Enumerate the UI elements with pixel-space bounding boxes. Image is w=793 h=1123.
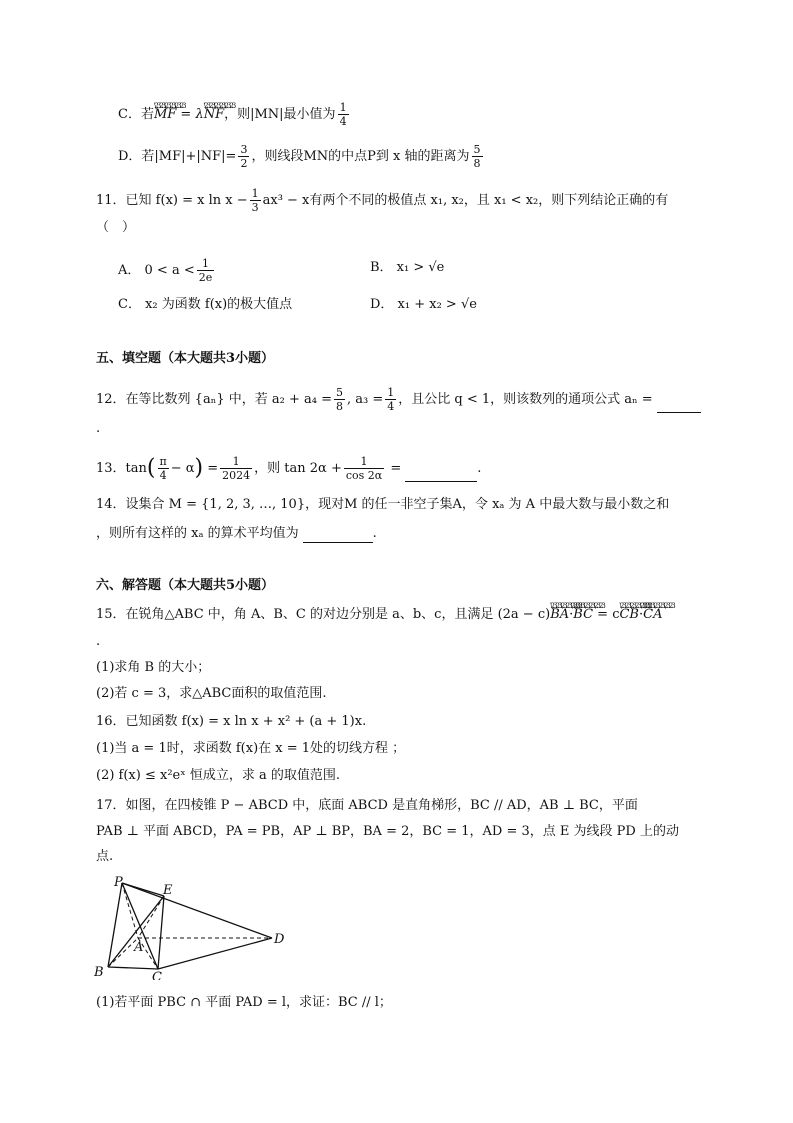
q11-option-a: A． 0 < a < $\frac{1}{2e}$ bbox=[118, 257, 213, 284]
fraction: $\frac{\pi}{4}$ bbox=[159, 455, 167, 482]
q11-option-d: D． x₁ + x₂ > √e bbox=[370, 297, 477, 312]
q15-stem: 15．在锐角△ABC 中，角 A、B、C 的对边分别是 a、b、c，且满足 (2a − c)⌣⌣⌣ BA·⌣⌣⌣ BC = c⌣⌣⌣ CB·⌣⌣⌣ CA bbox=[96, 606, 662, 624]
q16-stem: 16．已知函数 f(x) = x ln x + x² + (a + 1)x. bbox=[96, 714, 367, 729]
label-d: D bbox=[274, 932, 285, 947]
q17-part-1: (1)若平面 PBC ∩ 平面 PAD = l，求证：BC // l； bbox=[96, 995, 392, 1010]
q12-dot: . bbox=[96, 421, 101, 436]
q13-stem: 13．tan( $\frac{\pi}{4}$ − α) = $\frac{1}{2024}$ ，则 tan 2α + $\frac{1}{\cos 2\alpha}$ = . bbox=[96, 455, 482, 482]
q14-line-1: 14．设集合 M = {1, 2, 3, …, 10}，现对M 的任一非空子集A，令 xₐ 为 A 中最大数与最小数之和 bbox=[96, 497, 670, 512]
label-c: C bbox=[152, 970, 162, 980]
fraction: $\frac{3}{2}$ bbox=[240, 143, 248, 170]
section-title-fill-in: 五、填空题（本大题共3小题） bbox=[96, 351, 275, 366]
q17-line-2: PAB ⊥ 平面 ABCD，PA = PB，AP ⊥ BP，BA = 2，BC = 1，AD = 3，点 E 为线段 PD 上的动 bbox=[96, 824, 679, 839]
q16-part-1: (1)当 a = 1时，求函数 f(x)在 x = 1处的切线方程 ； bbox=[96, 741, 406, 756]
label-e: E bbox=[163, 883, 173, 898]
q14-line-2: ，则所有这样的 xₐ 的算术平均值为 . bbox=[96, 526, 377, 541]
q11-option-c: C． x₂ 为函数 f(x)的极大值点 bbox=[118, 297, 293, 312]
answer-blank[interactable] bbox=[303, 530, 373, 543]
fraction: $\frac{1}{2e}$ bbox=[198, 257, 213, 284]
q16-part-2: (2) f(x) ≤ x²eˣ 恒成立，求 a 的取值范围. bbox=[96, 768, 341, 783]
q12-stem: 12．在等比数列 {aₙ} 中，若 a₂ + a₄ = $\frac{5}{8}$ , a₃ = $\frac{1}{4}$ ，且公比 q < 1，则该数列的通项公式 aₙ = bbox=[96, 386, 701, 413]
q15-period: . bbox=[96, 634, 101, 649]
fraction: $\frac{1}{4}$ bbox=[339, 101, 347, 128]
fraction: $\frac{5}{8}$ bbox=[335, 386, 343, 413]
fraction: $\frac{1}{\cos 2\alpha}$ bbox=[345, 455, 383, 482]
answer-blank[interactable] bbox=[657, 400, 701, 413]
label-p: P bbox=[114, 875, 123, 890]
vector-mf: ⌣⌣⌣ MF bbox=[154, 106, 176, 124]
q11-option-b: B． x₁ > √e bbox=[370, 260, 445, 275]
q15-part-2: (2)若 c = 3，求△ABC面积的取值范围. bbox=[96, 686, 327, 701]
q11-paren: （ ） bbox=[96, 220, 136, 235]
q17-line-3: 点. bbox=[96, 849, 114, 864]
q10-option-d: D．若|MF|+|NF|= $\frac{3}{2}$ ，则线段MN的中点P到 x 轴的距离为 $\frac{5}{8}$ bbox=[118, 143, 481, 170]
answer-blank[interactable] bbox=[405, 469, 477, 482]
fraction: $\frac{1}{3}$ bbox=[251, 187, 259, 214]
q11-stem: 11．已知 f(x) = x ln x − $\frac{1}{3}$ ax³ − x有两个不同的极值点 x₁, x₂，且 x₁ < x₂，则下列结论正确的有 bbox=[96, 187, 669, 214]
fraction: $\frac{5}{8}$ bbox=[473, 143, 481, 170]
fraction: $\frac{1}{4}$ bbox=[387, 386, 395, 413]
q15-part-1: (1)求角 B 的大小； bbox=[96, 660, 211, 675]
vector-nf: ⌣⌣⌣ NF bbox=[204, 106, 224, 124]
section-title-answer: 六、解答题（本大题共5小题） bbox=[96, 578, 275, 593]
pyramid-diagram bbox=[92, 870, 292, 980]
fraction: $\frac{1}{2024}$ bbox=[222, 455, 251, 482]
vector-cb: ⌣⌣⌣ CB bbox=[619, 606, 639, 624]
q17-line-1: 17．如图，在四棱锥 P − ABCD 中，底面 ABCD 是直角梯形，BC // AD，AB ⊥ BC，平面 bbox=[96, 798, 638, 813]
vector-ba: ⌣⌣⌣ BA bbox=[550, 606, 569, 624]
vector-bc: ⌣⌣⌣ BC bbox=[573, 606, 593, 624]
q10-option-c: C．若⌣⌣⌣ MF = λ⌣⌣⌣ NF，则|MN|最小值为 $\frac{1}{4}$ bbox=[118, 101, 351, 128]
vector-ca: ⌣⌣⌣ CA bbox=[643, 606, 662, 624]
label-a: A bbox=[134, 940, 144, 955]
label-b: B bbox=[94, 965, 104, 980]
